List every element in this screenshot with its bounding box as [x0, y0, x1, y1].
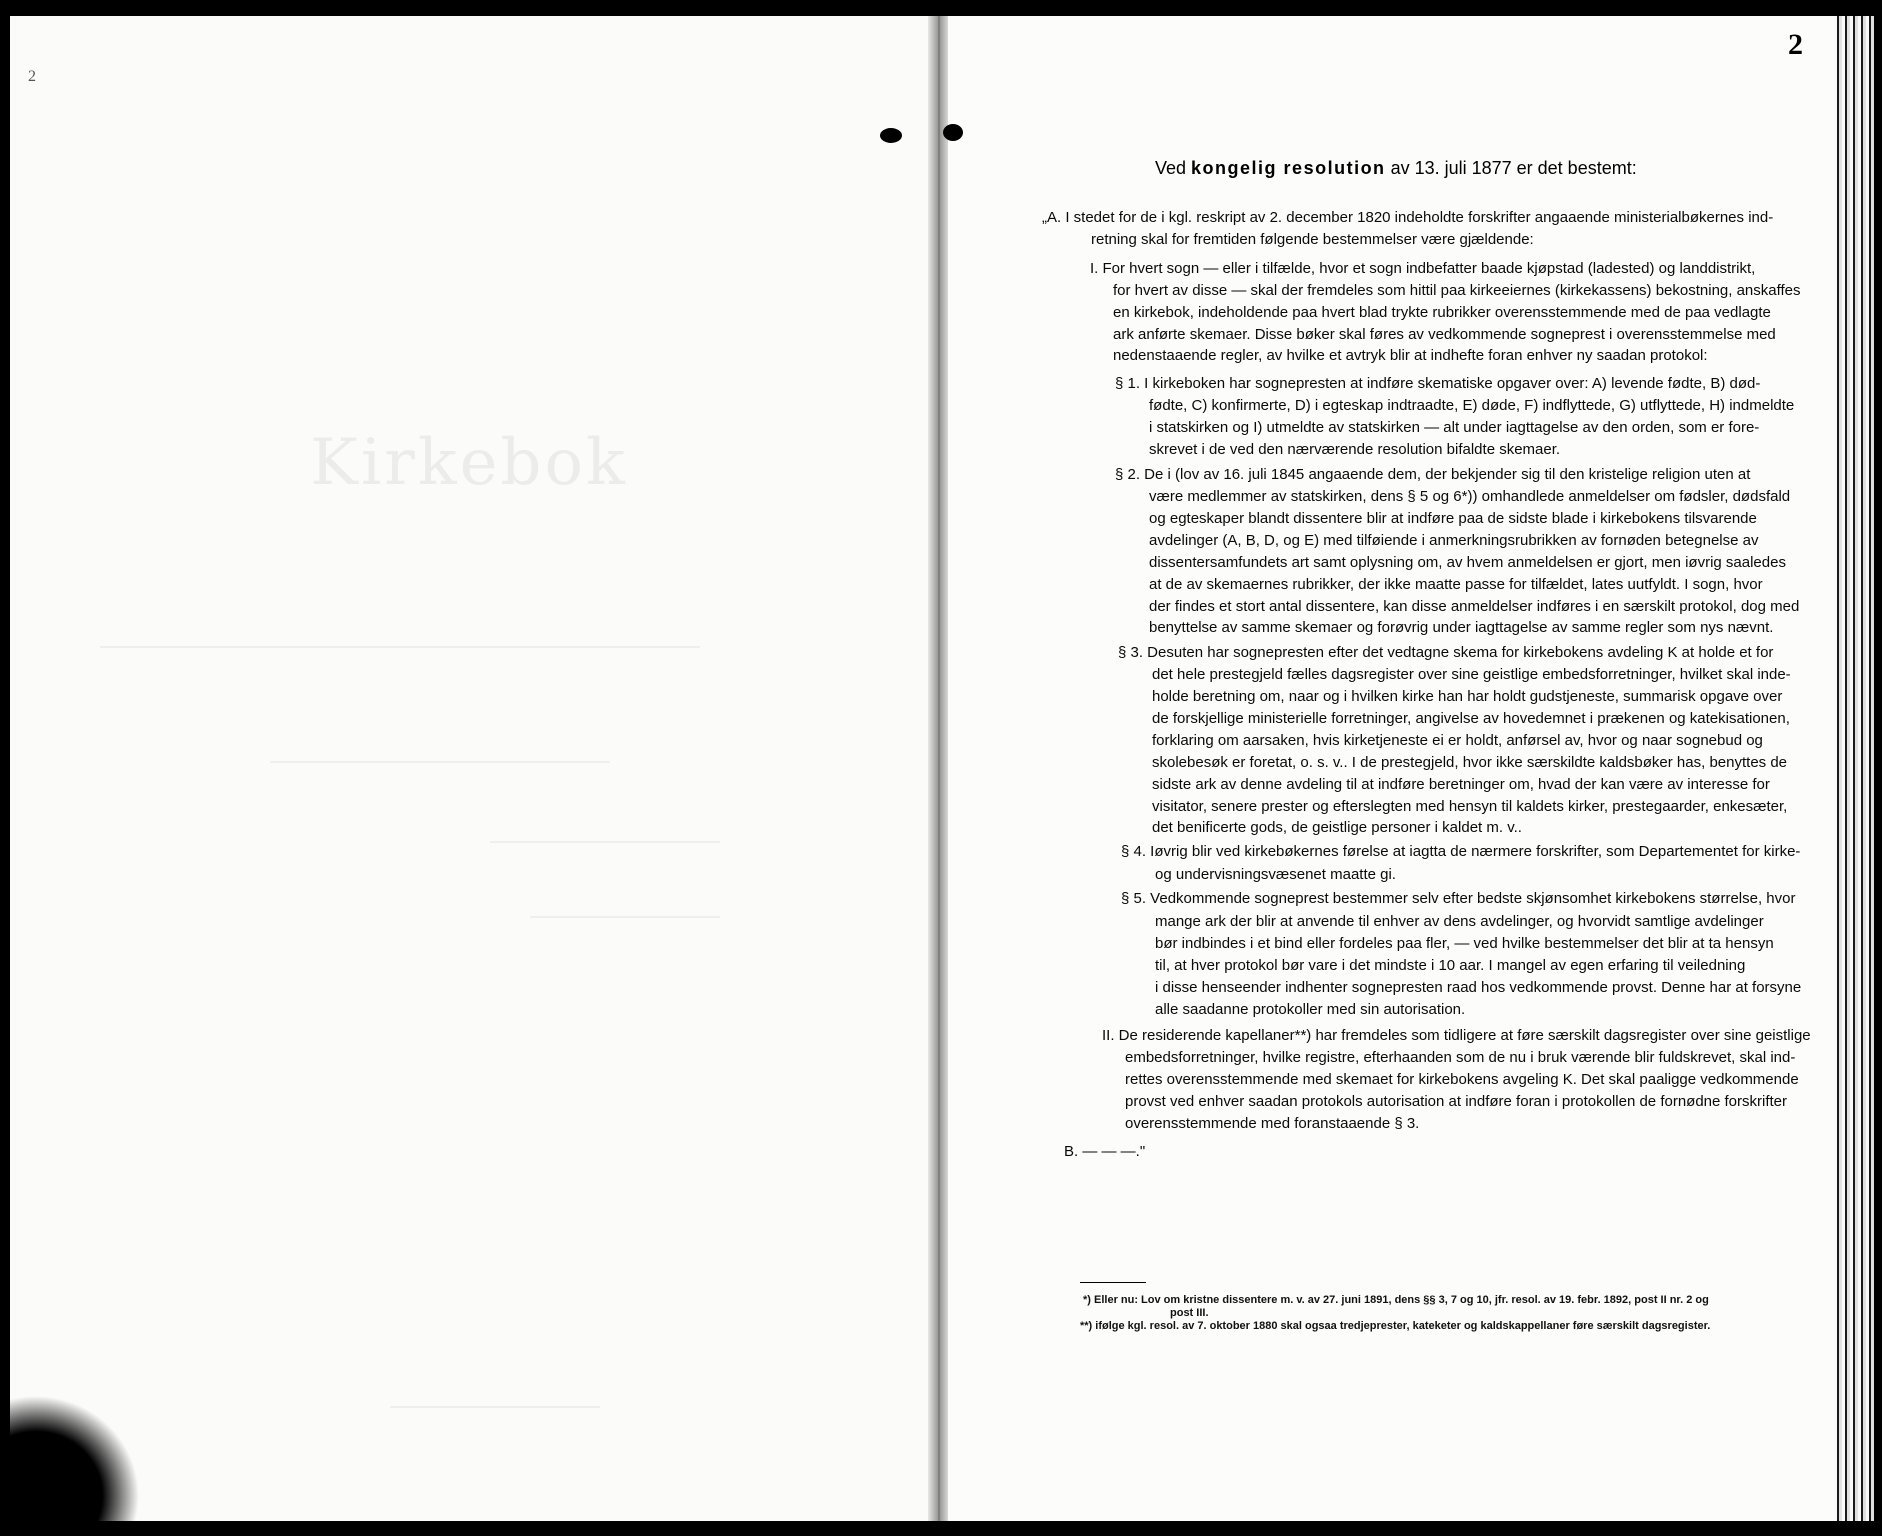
bleed-through-line: [100, 646, 700, 648]
page-number: 2: [1788, 28, 1803, 61]
text-line: holde beretning om, naar og i hvilken kirke han har holdt gudstjeneste, summarisk opgave over: [1152, 688, 1783, 705]
bleed-through-line: [530, 916, 720, 918]
text-line: mange ark der blir at anvende til enhver av dens avdelinger, og hvorvidt samtlige avdelinger: [1155, 913, 1764, 930]
text-line: provst ved enhver saadan protokols autorisation at indføre foran i protokollen de fornødne forskrifter: [1125, 1093, 1788, 1110]
text-line: § 2. De i (lov av 16. juli 1845 angaaende dem, der bekjender sig til den kristelige religion uten at: [1115, 466, 1751, 483]
text-line: rettes overensstemmende med skemaet for kirkebokens avgeling K. Det skal paaligge vedkommende: [1125, 1071, 1799, 1088]
text-line: det hele prestegjeld fælles dagsregister over sine geistlige embedsforretninger, hvilket skal inde-: [1152, 666, 1791, 683]
text-line: det benificerte gods, de geistlige personer i kaldet m. v..: [1152, 819, 1522, 836]
text-line: benyttelse av samme skemaer og forøvrig under iagttagelse av samme regler som nys nævnt.: [1149, 619, 1774, 636]
text-line: retning skal for fremtiden følgende bestemmelser være gjældende:: [1091, 231, 1534, 248]
footnote-rule: [1080, 1282, 1146, 1283]
text-line: embedsforretninger, hvilke registre, efterhaanden som de nu i bruk værende blir fuldskrevet, skal ind-: [1125, 1049, 1796, 1066]
text-line: der findes et stort antal dissentere, kan disse anmeldelser indføres i en særskilt protokol, dog med: [1149, 598, 1800, 615]
heading-pre: Ved: [1155, 158, 1192, 178]
bleed-through-line: [270, 761, 610, 763]
text-line: B. — — —.": [1064, 1143, 1146, 1160]
footnote: *) Eller nu: Lov om kristne dissentere m. v. av 27. juni 1891, dens §§ 3, 7 og 10, jfr. resol. av 19. febr. 1892, post II nr. 2 og: [1083, 1294, 1709, 1306]
resolution-heading: [1155, 158, 1637, 179]
footnote: **) ifølge kgl. resol. av 7. oktober 1880 skal ogsaa tredjeprester, kateketer og kaldskappellaner føre særskilt dagsregister.: [1080, 1320, 1711, 1332]
ink-blot: [880, 128, 902, 143]
text-line: være medlemmer av statskirken, dens § 5 og 6*)) omhandlede anmeldelser om fødsler, dødsfald: [1149, 488, 1791, 505]
text-line: skrevet i de ved den nærværende resolution bifaldte skemaer.: [1149, 441, 1561, 458]
bleed-through-title: Kirkebok: [310, 426, 628, 500]
heading-post: av 13. juli 1877 er det bestemt:: [1385, 158, 1637, 178]
text-line: for hvert av disse — skal der fremdeles som hittil paa kirkeeiernes (kirkekassens) bekostning, anskaffes: [1113, 282, 1801, 299]
text-line: at de av skemaernes rubrikker, der ikke maatte passe for tilfældet, lates uutfyldt. I sogn, hvor: [1149, 576, 1763, 593]
text-line: og egteskaper blandt dissentere blir at indføre paa de sidste blade i kirkebokens tilsvarende: [1149, 510, 1757, 527]
text-line: sidste ark av denne avdeling til at indføre beretninger om, hvad der kan være av interesse for: [1152, 776, 1770, 793]
text-line: forklaring om aarsaken, hvis kirketjeneste ei er holdt, anførsel av, hvor og naar sognebud og: [1152, 732, 1763, 749]
text-line: alle saadanne protokoller med sin autorisation.: [1155, 1001, 1466, 1018]
text-line: nedenstaaende regler, av hvilke et avtryk blir at indhefte foran enhver ny saadan protokol:: [1113, 347, 1708, 364]
text-line: i disse henseender indhenter sognepresten raad hos vedkommende provst. Denne har at forsyne: [1155, 979, 1802, 996]
left-corner-mark: 2: [28, 68, 36, 85]
text-line: avdelinger (A, B, D, og E) med tilføiende i anmerkningsrubrikken av fornøden betegnelse av: [1149, 532, 1759, 549]
text-line: og undervisningsvæsenet maatte gi.: [1155, 866, 1396, 883]
text-line: i statskirken og I) utmeldte av statskirken — alt under iagttagelse av den orden, som er fore-: [1149, 419, 1760, 436]
heading-bold: kongelig resolution: [1191, 158, 1386, 178]
text-line: bør indbindes i et bind eller fordeles paa fler, — ved hvilke bestemmelser det blir at ta hensyn: [1155, 935, 1774, 952]
ink-blot: [943, 124, 963, 141]
damage-blot: [10, 1395, 140, 1521]
text-line: II. De residerende kapellaner**) har fremdeles som tidligere at føre særskilt dagsregister over sine geistlige: [1102, 1027, 1811, 1044]
text-line: § 5. Vedkommende sogneprest bestemmer selv efter bedste skjønsomhet kirkebokens størrelse, hvor: [1121, 890, 1796, 907]
text-line: overensstemmende med foranstaaende § 3.: [1125, 1115, 1420, 1132]
text-line: de forskjellige ministerielle forretninger, angivelse av hovedemnet i prækenen og katekisationen,: [1152, 710, 1790, 727]
text-line: skolebesøk er foretat, o. s. v.. I de prestegjeld, hvor ikke særskildte kaldsbøker has, benyttes de: [1152, 754, 1788, 771]
text-line: en kirkebok, indeholdende paa hvert blad trykte rubrikker overensstemmende med de paa vedlagte: [1113, 304, 1771, 321]
text-line: § 3. Desuten har sognepresten efter det vedtagne skema for kirkebokens avdeling K at holde et for: [1118, 644, 1774, 661]
text-line: fødte, C) konfirmerte, D) i egteskap indtraadte, E) døde, F) indflyttede, G) utflyttede, H) indmeldte: [1149, 397, 1795, 414]
text-line: ark anførte skemaer. Disse bøker skal føres av vedkommende sogneprest i overensstemmelse med: [1113, 326, 1776, 343]
text-line: visitator, senere prester og efterslegten med hensyn til kaldets kirker, prestegaarder, enkesæter,: [1152, 798, 1788, 815]
page-edges: [1834, 16, 1874, 1521]
bleed-through-line: [490, 841, 720, 843]
text-line: § 4. Iøvrig blir ved kirkebøkernes førelse at iagtta de nærmere forskrifter, som Departementet for kirke-: [1121, 843, 1801, 860]
footnote: post III.: [1170, 1307, 1209, 1319]
text-line: I. For hvert sogn — eller i tilfælde, hvor et sogn indbefatter baade kjøpstad (ladested) og landdistrikt,: [1090, 260, 1756, 277]
book-gutter: [928, 16, 950, 1521]
text-line: § 1. I kirkeboken har sognepresten at indføre skematiske opgaver over: A) levende fødte, B) død-: [1115, 375, 1761, 392]
left-page: [10, 16, 930, 1521]
bleed-through-line: [390, 1406, 600, 1408]
text-line: dissentersamfundets art samt oplysning om, av hvem anmeldelsen er gjort, men iøvrig saaledes: [1149, 554, 1786, 571]
text-line: til, at hver protokol bør vare i det mindste i 10 aar. I mangel av egen erfaring til veiledning: [1155, 957, 1746, 974]
text-line: „A. I stedet for de i kgl. reskript av 2. december 1820 indeholdte forskrifter angaaende ministerialbøkernes ind-: [1042, 209, 1774, 226]
